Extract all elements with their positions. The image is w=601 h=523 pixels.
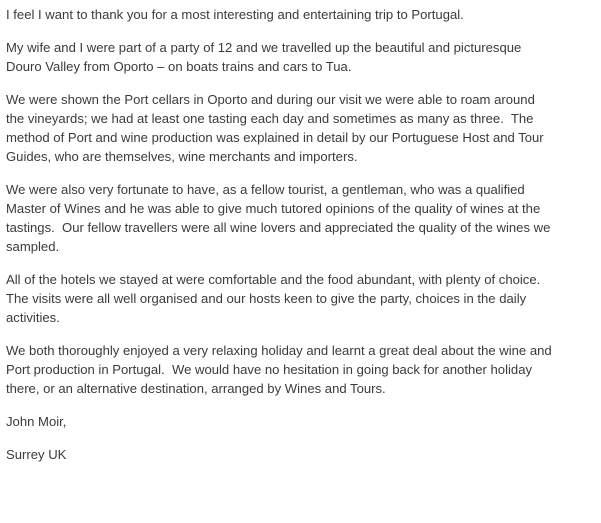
paragraph-line: All of the hotels we stayed at were comfortable and the food abundant, with plenty of choice. [6,272,541,287]
letter-paragraph [6,5,593,24]
signature-name: John Moir, [6,414,67,429]
paragraph-line: We both thoroughly enjoyed a very relaxing holiday and learnt a great deal about the wine and [6,343,552,358]
letter-paragraph [6,38,593,76]
paragraph-line: sampled. [6,239,60,254]
paragraph-line: Douro Valley from Oporto – on boats trains and cars to Tua. [6,59,352,74]
paragraph-line: tastings. Our fellow travellers were all wine lovers and appreciated the quality of the wines we [6,220,551,235]
paragraph-line: the vineyards; we had at least one tasting each day and sometimes as many as three. The [6,111,534,126]
paragraph-line: We were shown the Port cellars in Oporto and during our visit we were able to roam around [6,92,535,107]
paragraph-line: Master of Wines and he was able to give much tutored opinions of the quality of wines at the [6,201,541,216]
paragraph-line: We were also very fortunate to have, as a fellow tourist, a gentleman, who was a qualified [6,182,525,197]
paragraph-line: activities. [6,310,60,325]
paragraph-line: method of Port and wine production was explained in detail by our Portuguese Host and Tour [6,130,544,145]
paragraph-line: My wife and I were part of a party of 12 and we travelled up the beautiful and picturesque [6,40,522,55]
letter-paragraph [6,90,593,166]
paragraph-line: Guides, who are themselves, wine merchants and importers. [6,149,358,164]
paragraph-line: Port production in Portugal. We would have no hesitation in going back for another holiday [6,362,533,377]
letter-paragraph [6,180,593,256]
letter-body [6,5,593,398]
letter-paragraph [6,270,593,327]
paragraph-line: I feel I want to thank you for a most interesting and entertaining trip to Portugal. [6,7,464,22]
signature-location: Surrey UK [6,447,67,462]
paragraph-line: The visits were all well organised and our hosts keen to give the party, choices in the daily [6,291,527,306]
letter-paragraph [6,341,593,398]
paragraph-line: there, or an alternative destination, arranged by Wines and Tours. [6,381,386,396]
